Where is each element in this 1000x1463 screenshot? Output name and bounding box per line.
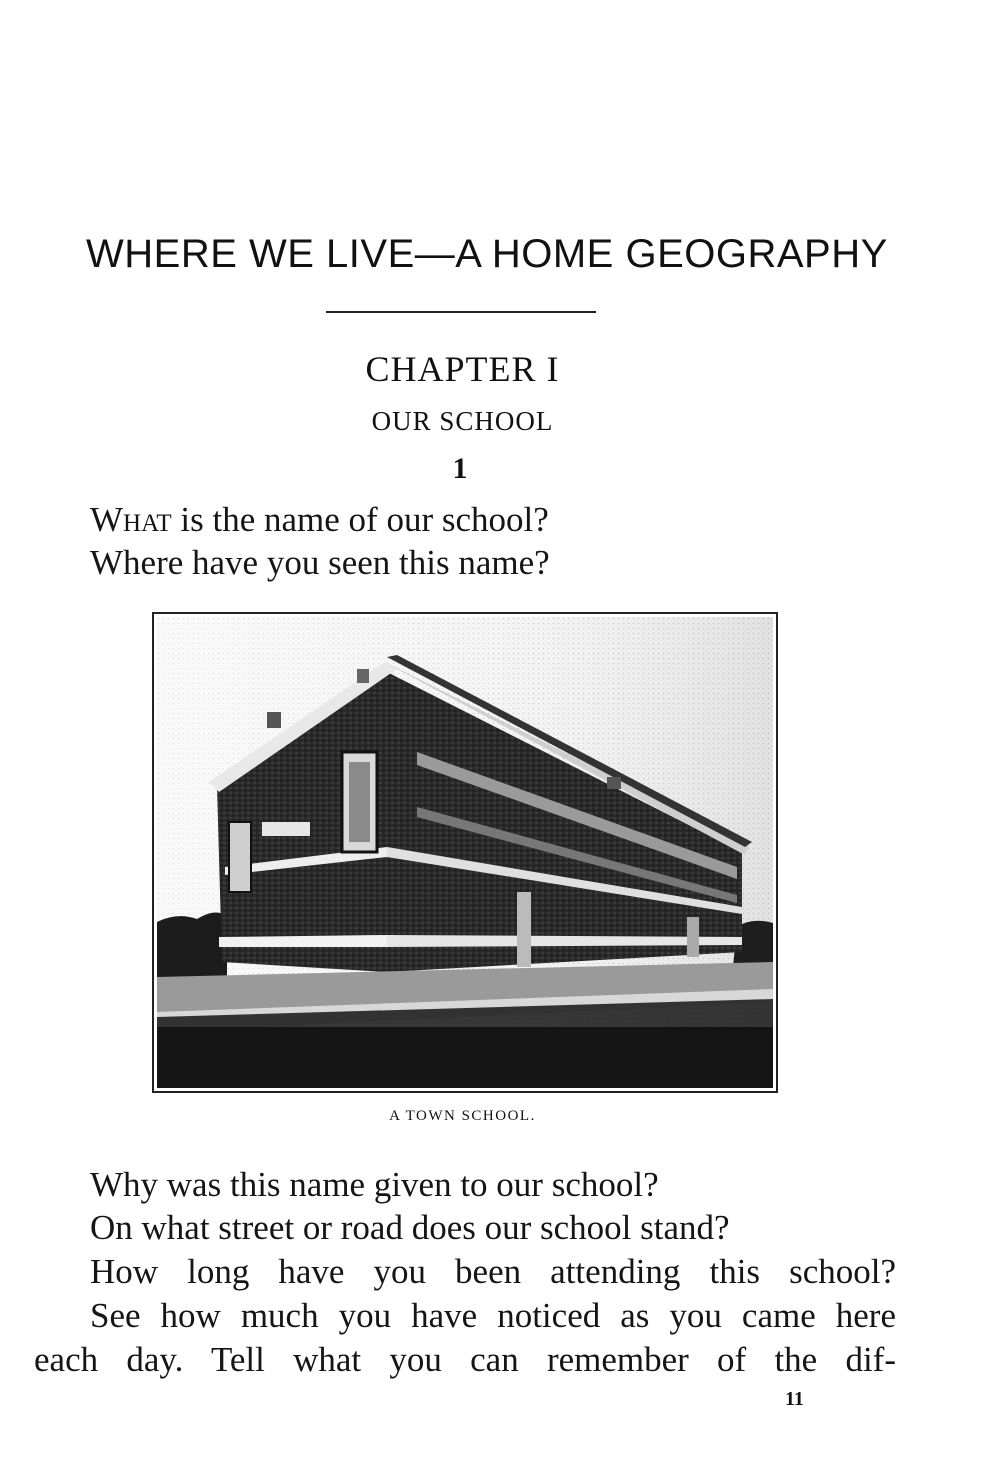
school-building-illustration xyxy=(157,617,773,1088)
body-line-2: On what street or road does our school stand? xyxy=(90,1208,730,1247)
question-line-2: Where have you seen this name? xyxy=(90,543,550,582)
question-lead-word: What xyxy=(90,500,172,539)
body-line-1: Why was this name given to our school? xyxy=(90,1165,659,1204)
book-title: WHERE WE LIVE—A HOME GEOGRAPHY xyxy=(86,232,888,276)
question-line-1 xyxy=(90,500,549,540)
body-line-3: How long have you been attending this school? xyxy=(90,1252,896,1291)
chapter-title: OUR SCHOOL xyxy=(371,406,554,436)
figure-caption: A TOWN SCHOOL. xyxy=(389,1108,536,1124)
body-line-5: each day. Tell what you can remember of the dif- xyxy=(34,1340,896,1379)
page-number: 11 xyxy=(785,1388,804,1410)
body-line-4: See how much you have noticed as you came here xyxy=(90,1296,896,1335)
question-line-1-text: is the name of our school? xyxy=(171,500,549,539)
title-divider xyxy=(326,311,596,313)
school-photograph xyxy=(152,612,778,1093)
section-number: 1 xyxy=(452,452,468,485)
chapter-number: CHAPTER I xyxy=(365,349,560,389)
